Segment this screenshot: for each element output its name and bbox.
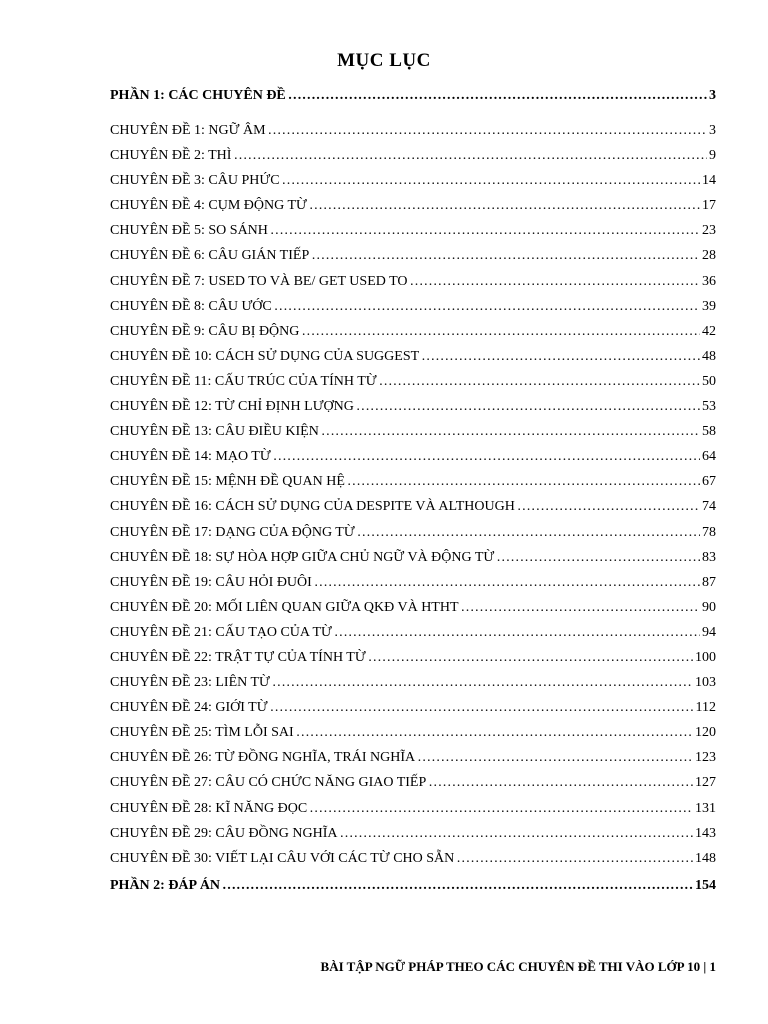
toc-chapter-label: CHUYÊN ĐỀ 15: MỆNH ĐỀ QUAN HỆ [110,474,345,490]
toc-leader-dots [270,221,700,241]
toc-chapter-label: CHUYÊN ĐỀ 19: CÂU HỎI ĐUÔI [110,574,312,590]
toc-chapter-row[interactable] [110,422,716,447]
toc-page-number: 131 [695,800,716,816]
toc-part-2[interactable] [110,876,716,905]
toc-page-number: 23 [702,223,716,239]
toc-chapter-label: CHUYÊN ĐỀ 14: MẠO TỪ [110,449,271,465]
toc-leader-dots [274,297,700,317]
toc-leader-dots [288,86,707,106]
toc-leader-dots [356,397,700,417]
toc-chapter-row[interactable] [110,297,716,322]
toc-chapter-label: CHUYÊN ĐỀ 22: TRẬT TỰ CỦA TÍNH TỪ [110,649,366,665]
toc-chapter-row[interactable] [110,849,716,874]
toc-leader-dots [357,523,700,543]
toc-chapter-row[interactable] [110,372,716,397]
toc-page-number: 127 [695,775,716,791]
toc-chapter-row[interactable] [110,447,716,472]
toc-chapter-row[interactable] [110,497,716,522]
toc-chapter-row[interactable] [110,121,716,146]
toc-leader-dots [268,121,707,141]
toc-chapter-label: CHUYÊN ĐỀ 9: CÂU BỊ ĐỘNG [110,323,300,339]
toc-leader-dots [428,773,693,793]
toc-leader-dots [379,372,700,392]
toc-chapter-label: CHUYÊN ĐỀ 26: TỪ ĐỒNG NGHĨA, TRÁI NGHĨA [110,750,416,766]
toc-chapter-label: CHUYÊN ĐỀ 30: VIẾT LẠI CÂU VỚI CÁC TỪ CHO SẴN [110,850,455,866]
toc-chapter-label: CHUYÊN ĐỀ 3: CÂU PHỨC [110,173,280,189]
toc-chapter-label: CHUYÊN ĐỀ 16: CÁCH SỬ DỤNG CỦA DESPITE VÀ ALTHOUGH [110,499,515,515]
toc-page-number: 148 [695,850,716,866]
toc-part-label: PHẦN 1: CÁC CHUYÊN ĐỀ [110,88,286,103]
toc-chapter-label: CHUYÊN ĐỀ 10: CÁCH SỬ DỤNG CỦA SUGGEST [110,348,420,364]
toc-page-number: 87 [702,574,716,590]
toc-page-number: 39 [702,298,716,314]
toc-leader-dots [340,824,694,844]
toc-chapter-row[interactable] [110,548,716,573]
toc-page-number: 64 [702,449,716,465]
toc-chapter-label: CHUYÊN ĐỀ 5: SO SÁNH [110,223,268,239]
toc-page-number: 143 [695,825,716,841]
toc-chapter-row[interactable] [110,221,716,246]
toc-page-number: 14 [702,173,716,189]
toc-chapter-row[interactable] [110,824,716,849]
toc-page-number: 103 [695,675,716,691]
toc-chapter-row[interactable] [110,146,716,171]
toc-chapter-label: CHUYÊN ĐỀ 18: SỰ HÒA HỢP GIỮA CHỦ NGỮ VÀ ĐỘNG TỪ [110,549,495,565]
toc-chapter-label: CHUYÊN ĐỀ 23: LIÊN TỪ [110,675,270,691]
toc-page-number: 50 [702,373,716,389]
toc-chapter-list [110,121,716,874]
toc-chapter-row[interactable] [110,723,716,748]
toc-chapter-row[interactable] [110,799,716,824]
toc-chapter-label: CHUYÊN ĐỀ 12: TỪ CHỈ ĐỊNH LƯỢNG [110,399,354,415]
toc-chapter-row[interactable] [110,272,716,297]
toc-chapter-label: CHUYÊN ĐỀ 25: TÌM LỖI SAI [110,725,294,741]
toc-chapter-label: CHUYÊN ĐỀ 4: CỤM ĐỘNG TỪ [110,198,307,214]
toc-page-number: 42 [702,323,716,339]
toc-leader-dots [321,422,700,442]
toc-leader-dots [301,322,700,342]
page-title: MỤC LỤC [337,50,431,71]
toc-chapter-label: CHUYÊN ĐỀ 24: GIỚI TỪ [110,700,268,716]
toc-leader-dots [456,849,693,869]
table-of-contents [110,86,716,905]
toc-leader-dots [496,548,700,568]
toc-leader-dots [517,497,700,517]
toc-page-number: 3 [709,123,716,138]
toc-page-number: 28 [702,248,716,264]
toc-leader-dots [270,698,694,718]
toc-page-number: 53 [702,399,716,415]
toc-chapter-row[interactable] [110,623,716,648]
page-footer: BÀI TẬP NGỮ PHÁP THEO CÁC CHUYÊN ĐỀ THI VÀO LỚP 10 | 1 [320,959,716,974]
toc-chapter-label: CHUYÊN ĐỀ 27: CÂU CÓ CHỨC NĂNG GIAO TIẾP [110,775,427,791]
toc-page-number: 83 [702,549,716,565]
toc-chapter-row[interactable] [110,598,716,623]
toc-leader-dots [368,648,693,668]
toc-page-number: 58 [702,424,716,440]
toc-chapter-row[interactable] [110,698,716,723]
toc-leader-dots [233,146,707,166]
toc-chapter-row[interactable] [110,246,716,271]
toc-page-number: 36 [702,273,716,289]
toc-chapter-label: CHUYÊN ĐỀ 1: NGỮ ÂM [110,123,266,138]
toc-leader-dots [282,171,700,191]
toc-chapter-label: CHUYÊN ĐỀ 11: CẤU TRÚC CỦA TÍNH TỪ [110,373,377,389]
toc-leader-dots [222,876,693,896]
toc-leader-dots [314,573,700,593]
toc-leader-dots [311,246,700,266]
toc-chapter-row[interactable] [110,196,716,221]
toc-page-number: 90 [702,599,716,615]
toc-chapter-row[interactable] [110,523,716,548]
toc-chapter-label: CHUYÊN ĐỀ 7: USED TO VÀ BE/ GET USED TO [110,273,408,289]
toc-chapter-row[interactable] [110,573,716,598]
toc-chapter-row[interactable] [110,472,716,497]
toc-page-number: 112 [695,700,716,716]
toc-part-1[interactable] [110,86,716,121]
toc-leader-dots [347,472,700,492]
toc-chapter-row[interactable] [110,748,716,773]
toc-part-label: PHẦN 2: ĐÁP ÁN [110,877,221,893]
toc-page-number: 3 [709,88,716,103]
toc-page-number: 48 [702,348,716,364]
toc-page-number: 94 [702,624,716,640]
toc-chapter-row[interactable] [110,322,716,347]
toc-chapter-label: CHUYÊN ĐỀ 13: CÂU ĐIỀU KIỆN [110,424,319,440]
toc-leader-dots [417,748,693,768]
toc-chapter-label: CHUYÊN ĐỀ 8: CÂU ƯỚC [110,298,272,314]
toc-chapter-label: CHUYÊN ĐỀ 29: CÂU ĐỒNG NGHĨA [110,825,338,841]
toc-chapter-label: CHUYÊN ĐỀ 20: MỐI LIÊN QUAN GIỮA QKĐ VÀ HTHT [110,599,459,615]
toc-page-number: 120 [695,725,716,741]
toc-leader-dots [309,196,700,216]
toc-leader-dots [272,673,693,693]
toc-page-number: 154 [695,877,716,893]
toc-leader-dots [461,598,700,618]
toc-chapter-label: CHUYÊN ĐỀ 21: CẤU TẠO CỦA TỪ [110,624,332,640]
toc-leader-dots [421,347,700,367]
toc-chapter-row[interactable] [110,673,716,698]
toc-chapter-label: CHUYÊN ĐỀ 2: THÌ [110,148,232,164]
toc-leader-dots [410,272,700,292]
toc-page-number: 67 [702,474,716,490]
toc-page-number: 74 [702,499,716,515]
toc-chapter-row[interactable] [110,773,716,798]
toc-page-number: 78 [702,524,716,540]
toc-chapter-row[interactable] [110,347,716,372]
toc-chapter-row[interactable] [110,648,716,673]
toc-page-number: 9 [709,148,716,164]
toc-chapter-row[interactable] [110,171,716,196]
toc-leader-dots [296,723,693,743]
toc-chapter-label: CHUYÊN ĐỀ 17: DẠNG CỦA ĐỘNG TỪ [110,524,355,540]
toc-page-number: 17 [702,198,716,214]
toc-leader-dots [309,799,693,819]
toc-chapter-row[interactable] [110,397,716,422]
toc-chapter-label: CHUYÊN ĐỀ 28: KĨ NĂNG ĐỌC [110,800,308,816]
toc-leader-dots [273,447,700,467]
toc-leader-dots [334,623,700,643]
toc-page-number: 100 [695,649,716,665]
toc-page-number: 123 [695,750,716,766]
toc-chapter-label: CHUYÊN ĐỀ 6: CÂU GIÁN TIẾP [110,248,310,264]
